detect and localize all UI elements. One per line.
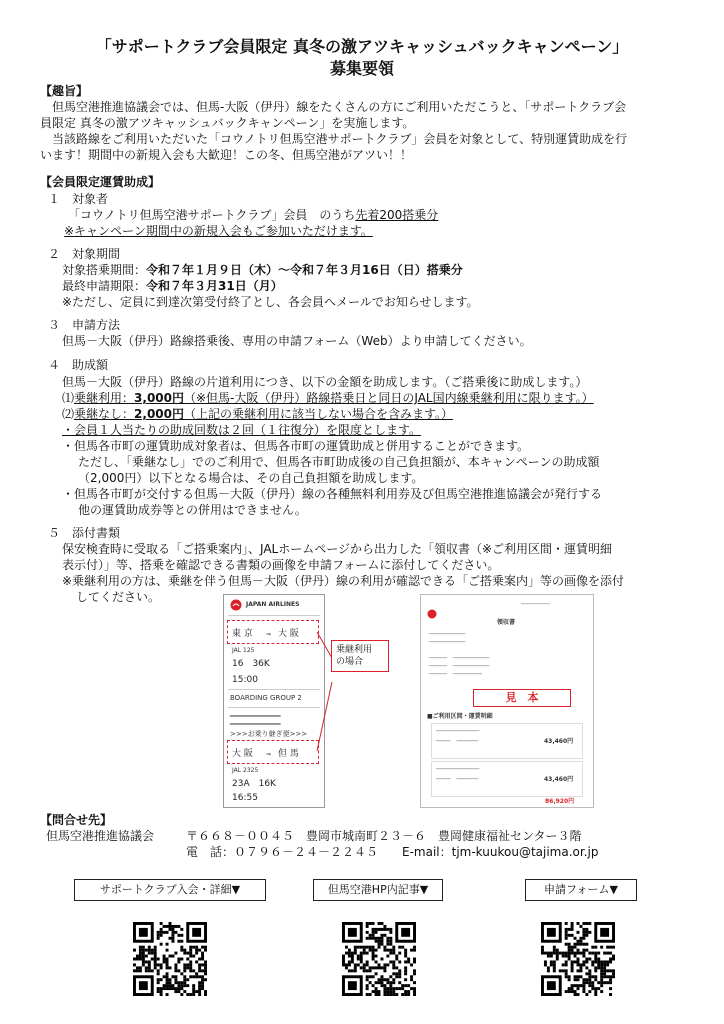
route2-to: 但 馬 bbox=[278, 749, 299, 759]
qr-code-icon[interactable] bbox=[541, 922, 615, 996]
route2-from: 大 阪 bbox=[232, 749, 253, 759]
contact-heading: 【問合せ先】 bbox=[40, 813, 113, 827]
transfer-amount: 3,000円 bbox=[134, 391, 184, 405]
receipt-fineprint: ──── ────── bbox=[436, 776, 479, 783]
subsidy-direct-line bbox=[62, 406, 453, 422]
section-5-line: ※乗継利用の方は、乗継を伴う但馬－大阪（伊丹）線の利用が確認できる「ご搭乗案内」等の画像を添付 bbox=[62, 574, 625, 588]
receipt-row bbox=[431, 723, 583, 759]
page-subtitle: 募集要領 bbox=[329, 59, 394, 78]
section-4-line: （2,000円）以下となる場合は、その自己負担額を助成します。 bbox=[78, 471, 424, 485]
seat-info: 16 36K bbox=[232, 659, 270, 669]
section-1-heading: １ 対象者 bbox=[48, 192, 109, 206]
jal-crane-logo-icon bbox=[427, 609, 437, 619]
section-4-line: ・但馬各市町が交付する但馬－大阪（伊丹）線の各種無料利用券及び但馬空港推進協議会が発行する bbox=[62, 487, 603, 501]
sample-stamp: 見 本 bbox=[473, 689, 571, 707]
period-label: 対象搭乗期間： bbox=[62, 263, 147, 277]
flight-number: JAL 2325 bbox=[232, 767, 259, 774]
section-5-line: してください。 bbox=[76, 590, 161, 604]
route1-to: 大 阪 bbox=[278, 629, 299, 639]
receipt-fineprint: ──────────── bbox=[436, 728, 480, 735]
intro-line: 員限定 真冬の激アツキャッシュバックキャンペーン」を実施します。 bbox=[40, 116, 415, 130]
airline-name: JAPAN AIRLINES bbox=[246, 601, 300, 608]
flight-number: JAL 125 bbox=[232, 647, 255, 654]
section-2-heading: ２ 対象期間 bbox=[48, 247, 121, 261]
section-3-line: 但馬－大阪（伊丹）路線搭乗後、専用の申請フォーム（Web）より申請してください。 bbox=[62, 334, 532, 348]
contact-phone bbox=[186, 844, 378, 860]
receipt-fineprint: ───── ────────── bbox=[429, 663, 490, 670]
deadline-label: 最終申請期限： bbox=[62, 279, 147, 293]
item-marker: ⑴ bbox=[62, 391, 75, 405]
item-marker: ⑵ bbox=[62, 407, 75, 421]
period-value: 令和７年１月９日（木）～令和７年３月16日（日）搭乗分 bbox=[146, 263, 463, 277]
highlight-box bbox=[227, 620, 319, 644]
receipt-title: 領収書 bbox=[497, 619, 516, 626]
section-3-heading: ３ 申請方法 bbox=[48, 318, 121, 332]
intro-heading: 【趣旨】 bbox=[40, 84, 89, 98]
route1-from: 東 京 bbox=[232, 629, 253, 639]
section-4-heading: ４ 助成額 bbox=[48, 358, 109, 372]
receipt-fineprint: ────────── bbox=[429, 631, 466, 638]
page-title: 「サポートクラブ会員限定 真冬の激アツキャッシュバックキャンペーン」 bbox=[95, 37, 629, 56]
seat-info: 23A 16K bbox=[232, 779, 276, 789]
section-5-line: 保安検査時に受取る「ご搭乗案内」、JALホームページから出力した「領収書（※ご利用区間・運賃明細 bbox=[62, 542, 613, 556]
target-text: 「コウノトリ但馬空港サポートクラブ」会員 のうち bbox=[68, 208, 356, 222]
section-5-heading: ５ 添付書類 bbox=[48, 526, 121, 540]
qr-code-icon[interactable] bbox=[342, 922, 416, 996]
contact-address: 〒６６８－００４５ 豊岡市城南町２３－６ 豊岡健康福祉センター３階 bbox=[186, 829, 582, 843]
receipt-fineprint: ───── ──────── bbox=[429, 671, 482, 678]
section-4-line: 但馬－大阪（伊丹）路線の片道利用につき、以下の金額を助成します。（ご搭乗後に助成します。） bbox=[62, 375, 588, 389]
section-4-line: 他の運賃助成券等との併用はできません。 bbox=[78, 503, 307, 517]
callout-line: の場合 bbox=[336, 657, 364, 667]
transfer-label: 乗継利用： bbox=[74, 391, 135, 405]
receipt-section-title: ■ご利用区間・運賃明細 bbox=[427, 713, 493, 720]
phone-number: ０７９６－２４－２２４５ bbox=[234, 845, 379, 859]
highlight-box bbox=[227, 740, 319, 764]
section-2-line bbox=[62, 278, 283, 294]
section-4-line: ・但馬各市町の運賃助成対象者は、但馬各市町の運賃助成と併用することができます。 bbox=[62, 439, 530, 453]
receipt-fineprint: ────────── bbox=[429, 639, 466, 646]
direct-condition: （上記の乗継利用に該当しない場合を含みます。） bbox=[184, 407, 454, 421]
transfer-callout bbox=[331, 640, 389, 672]
receipt-amount: 43,460円 bbox=[544, 776, 574, 783]
departure-time: 16:55 bbox=[232, 793, 258, 803]
intro-line: います！期間中の新規入会も大歓迎！この冬、但馬空港がアツい！！ bbox=[40, 148, 413, 162]
arrow-icon: ⇒ bbox=[266, 631, 272, 638]
divider bbox=[228, 615, 320, 616]
receipt-fineprint: ───── ────────── bbox=[429, 655, 490, 662]
divider bbox=[228, 689, 320, 690]
receipt-sample bbox=[420, 594, 594, 808]
contact-org: 但馬空港推進協議会 bbox=[46, 829, 155, 843]
section-4-line: ただし、「乗継なし」でのご利用で、但馬各市町助成後の自己負担額が、本キャンペーンの助成額 bbox=[78, 455, 600, 469]
phone-label: 電 話： bbox=[186, 845, 235, 859]
contact-email[interactable]: E-mail：tjm-kuukou@tajima.or.jp bbox=[402, 845, 599, 859]
intro-line: 但馬空港推進協議会では、但馬-大阪（伊丹）線をたくさんの方にご利用いただこうと、「サポートクラブ会 bbox=[40, 100, 627, 114]
support-club-button[interactable]: サポートクラブ入会・詳細▼ bbox=[74, 879, 266, 901]
pass-fineprint: ━━━━━━━━━━━━━━ bbox=[230, 713, 281, 720]
boarding-group: BOARDING GROUP 2 bbox=[230, 694, 302, 702]
transfer-condition: （※但馬-大阪（伊丹）路線搭乗日と同日のJAL国内線乗継利用に限ります。） bbox=[184, 391, 594, 405]
qr-code-icon[interactable] bbox=[133, 922, 207, 996]
airport-hp-button[interactable]: 但馬空港HP内記事▼ bbox=[313, 879, 443, 901]
receipt-amount: 43,460円 bbox=[544, 738, 574, 745]
section-1-note: ※キャンペーン期間中の新規入会もご参加いただけます。 bbox=[64, 224, 373, 238]
receipt-fineprint: ──────────── bbox=[436, 766, 480, 773]
divider bbox=[228, 707, 320, 708]
application-form-button[interactable]: 申請フォーム▼ bbox=[525, 879, 637, 901]
section-5-line: 表示付）」等、搭乗を確認できる書類の画像を申請フォームに添付してください。 bbox=[62, 558, 500, 572]
receipt-row bbox=[431, 761, 583, 797]
callout-line: 乗継利用 bbox=[336, 645, 373, 655]
deadline-value: 令和７年３月31日（月） bbox=[146, 279, 283, 293]
departure-time: 15:00 bbox=[232, 675, 258, 685]
target-limit: 先着200搭乗分 bbox=[355, 208, 439, 222]
receipt-total: 86,920円 bbox=[545, 798, 575, 805]
section-2-line bbox=[62, 262, 463, 278]
arrow-icon: ⇒ bbox=[266, 751, 272, 758]
subsidy-heading: 【会員限定運賃助成】 bbox=[40, 175, 161, 189]
receipt-fineprint: ──────── bbox=[521, 601, 550, 608]
intro-line: 当該路線をご利用いただいた「コウノトリ但馬空港サポートクラブ」会員を対象として、特別運賃助成を行 bbox=[40, 132, 628, 146]
subsidy-transfer-line bbox=[62, 390, 594, 406]
pass-fineprint: ━━━━━━━━━━━━━━ bbox=[230, 721, 281, 728]
direct-amount: 2,000円 bbox=[134, 407, 184, 421]
section-1-line bbox=[68, 207, 438, 223]
receipt-fineprint: ──── ────── bbox=[436, 738, 479, 745]
section-2-note: ※ただし、定員に到達次第受付終了とし、各会員へメールでお知らせします。 bbox=[62, 295, 479, 309]
section-4-limit: ・会員１人当たりの助成回数は２回（１往復分）を限度とします。 bbox=[62, 423, 422, 437]
direct-label: 乗継なし： bbox=[74, 407, 135, 421]
jal-crane-logo-icon bbox=[230, 599, 242, 611]
transfer-flight-banner: >>>お乗り継ぎ便>>> bbox=[230, 730, 308, 738]
